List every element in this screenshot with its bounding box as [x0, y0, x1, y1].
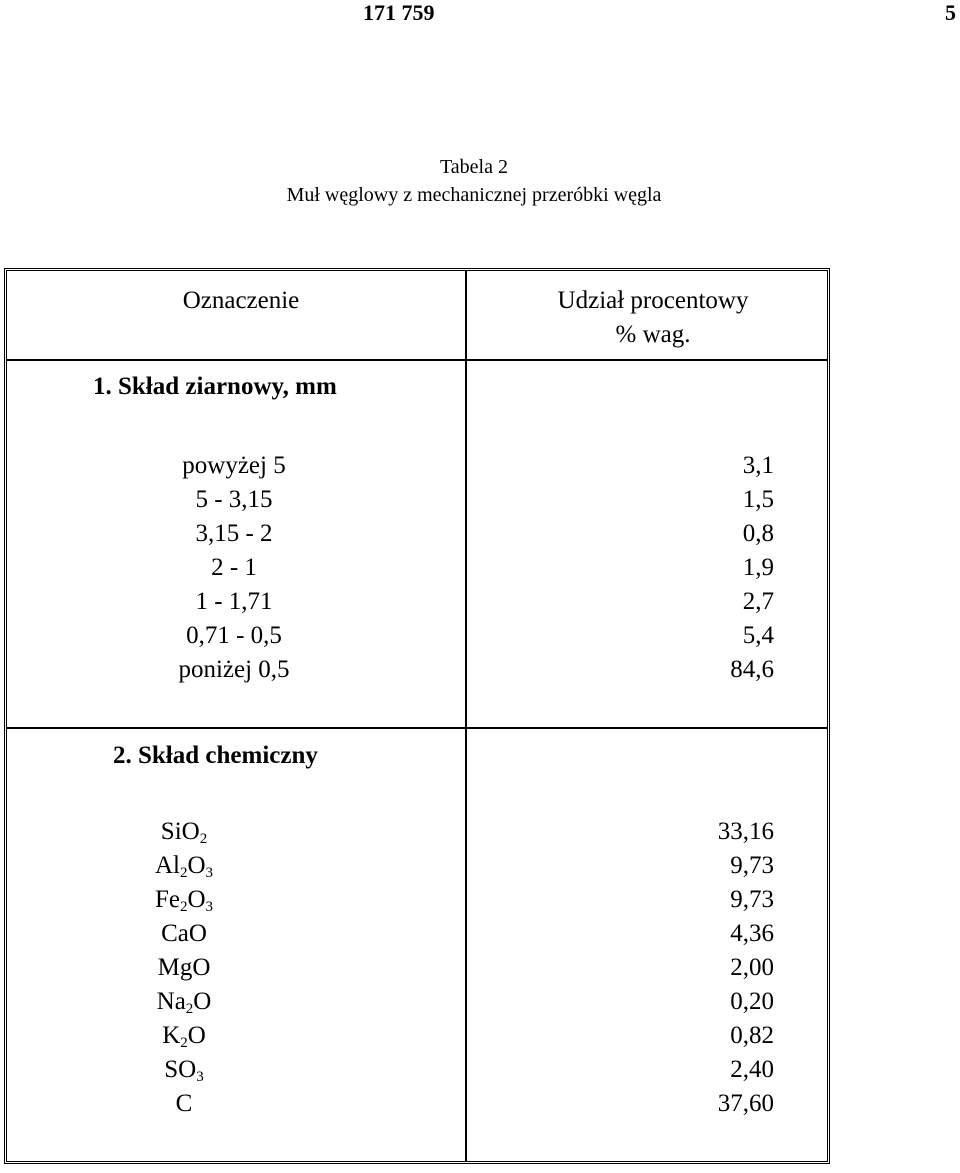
header-divider	[7, 359, 827, 361]
table-caption-title: Muł węglowy z mechanicznej przeróbki węgla	[286, 184, 662, 206]
grain-size-label: 5 - 3,15	[195, 486, 273, 513]
grain-size-label: 0,71 - 0,5	[186, 622, 282, 649]
chemical-component-value: 0,20	[730, 988, 774, 1015]
chemical-component-value: 33,16	[717, 818, 774, 845]
page-number-center: 171 759	[363, 0, 435, 25]
grain-size-label: poniżej 0,5	[178, 656, 290, 683]
section-divider	[7, 727, 827, 729]
grain-size-value: 84,6	[730, 656, 774, 683]
chemical-component-label: $Fe_2O_3$	[154, 886, 214, 915]
chemical-component-value: 2,40	[730, 1056, 774, 1083]
chemical-component-label: C	[175, 1090, 193, 1117]
section-title-chemical: 2. Skład chemiczny	[113, 742, 318, 769]
chemical-component-label: $K_2O$	[162, 1022, 206, 1051]
header-col-percent: Udział procentowy	[557, 287, 749, 314]
grain-size-label: 2 - 1	[211, 554, 257, 581]
grain-size-value: 3,1	[742, 452, 774, 479]
header-col-designation: Oznaczenie	[182, 287, 300, 314]
chemical-component-label: $Al_2O_3$	[154, 852, 214, 881]
grain-size-label: 3,15 - 2	[195, 520, 273, 547]
chemical-component-value: 37,60	[717, 1090, 774, 1117]
section-title-grain: 1. Skład ziarnowy, mm	[93, 373, 337, 400]
grain-size-label: powyżej 5	[182, 452, 286, 479]
page-number-right: 5	[945, 0, 956, 25]
grain-size-value: 2,7	[742, 588, 774, 615]
chemical-component-label: $SO_3$	[164, 1056, 204, 1085]
grain-size-value: 1,5	[742, 486, 774, 513]
chemical-component-value: 0,82	[730, 1022, 774, 1049]
table-caption-number: Tabela 2	[439, 156, 508, 178]
grain-size-value: 1,9	[742, 554, 774, 581]
column-divider	[465, 271, 467, 1161]
chemical-component-label: $Na_2O$	[156, 988, 212, 1017]
chemical-component-value: 4,36	[730, 920, 774, 947]
grain-size-value: 5,4	[742, 622, 774, 649]
chemical-component-value: 9,73	[730, 886, 774, 913]
grain-size-value: 0,8	[742, 520, 774, 547]
grain-size-label: 1 - 1,71	[195, 588, 273, 615]
chemical-component-label: SiO$_2$	[160, 818, 208, 847]
chemical-component-label: MgO	[157, 954, 211, 981]
header-col-unit: % wag.	[615, 321, 691, 348]
chemical-component-label: CaO	[161, 920, 207, 947]
chemical-component-value: 9,73	[730, 852, 774, 879]
chemical-component-value: 2,00	[730, 954, 774, 981]
data-table	[4, 268, 830, 1164]
